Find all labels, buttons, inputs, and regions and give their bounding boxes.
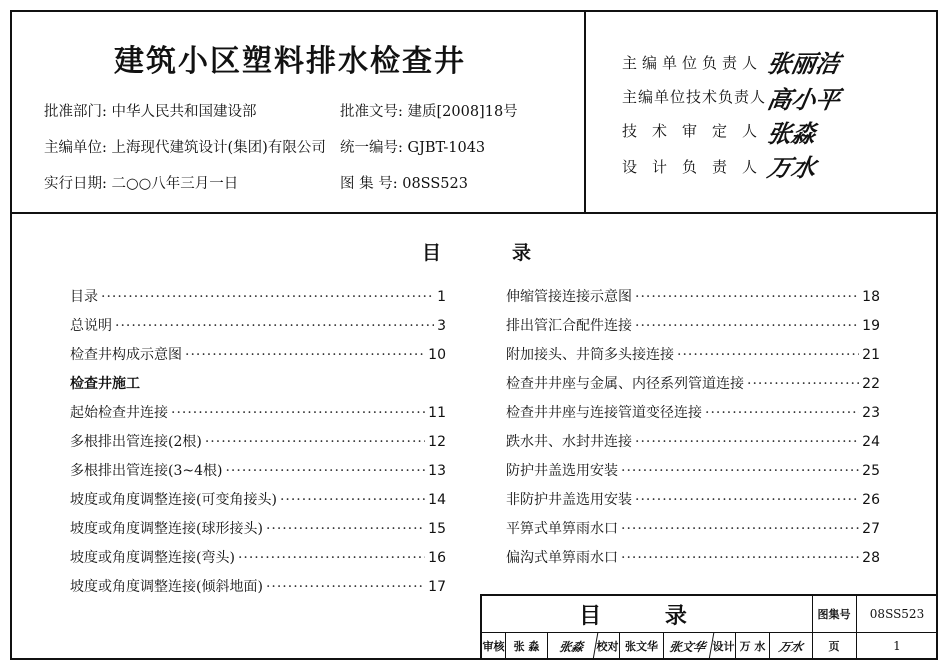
toc-entry[interactable] [506,547,880,567]
toc-entry[interactable] [70,431,446,451]
toc-leader [238,550,425,566]
toc-entry[interactable] [506,402,880,422]
toc-entry-page: 3 [437,318,446,334]
toc-entry-label: 总说明 [70,318,112,334]
toc-entry-label: 坡度或角度调整连接(弯头) [70,550,235,566]
toc-leader [621,463,859,479]
toc-entry-label: 起始检查井连接 [70,405,168,421]
atlas-no [340,172,468,193]
approval-dept [44,100,257,121]
toc-entry[interactable] [70,518,446,538]
toc-entry-label: 平箅式单箅雨水口 [506,521,618,537]
toc-entry-label: 排出管汇合配件连接 [506,318,632,334]
toc-leader [171,405,425,421]
title-block-atlas-no: 08SS523 [869,607,925,621]
effective-date-value: 二○○八年三月一日 [111,176,239,192]
approval-doc [340,100,518,121]
review-name: 张 淼 [506,632,548,660]
toc-entry-page: 27 [862,521,880,537]
toc-entry-label: 防护井盖选用安装 [506,463,618,479]
toc-entry-label: 多根排出管连接(2根) [70,434,202,450]
toc-entry-page: 21 [862,347,880,363]
toc-entry-page: 26 [862,492,880,508]
toc-entry-label: 坡度或角度调整连接(球形接头) [70,521,263,537]
toc-entry-page: 24 [862,434,880,450]
toc-entry-page: 11 [428,405,446,421]
toc-heading-left: 目 [422,242,442,264]
toc-entry[interactable] [506,460,880,480]
design-name: 万 水 [736,632,770,660]
toc-entry-label: 检查井构成示意图 [70,347,182,363]
toc-leader [205,434,425,450]
approval-doc-label: 批准文号: [340,104,403,120]
toc-entry-page: 19 [862,318,880,334]
toc-entry[interactable] [70,402,446,422]
page-label: 页 [828,640,840,653]
toc-entry-label: 偏沟式单箅雨水口 [506,550,618,566]
toc-entry[interactable] [506,344,880,364]
header-vertical-divider [584,10,586,213]
toc-heading-right: 录 [512,242,532,264]
responsible-label-4: 设计负责人 [622,158,773,176]
toc-leader [621,521,859,537]
toc-leader [677,347,859,363]
toc-leader [266,579,425,595]
toc-entry[interactable] [70,460,446,480]
toc-leader [185,347,425,363]
toc-entry-page: 17 [428,579,446,595]
toc-entry-page: 28 [862,550,880,566]
toc-leader [225,463,425,479]
toc-leader [115,318,434,334]
toc-entry-page: 1 [437,289,446,305]
review-label: 审核 [482,632,506,660]
check-label: 校对 [596,632,620,660]
toc-entry-label: 坡度或角度调整连接(可变角接头) [70,492,277,508]
toc-entry[interactable] [70,576,446,596]
toc-entry[interactable] [70,286,446,306]
toc-leader [280,492,425,508]
responsible-label-2: 主编单位技术负责人 [622,88,767,106]
toc-entry[interactable] [506,489,880,509]
responsible-signature-4: 万水 [765,153,819,182]
toc-leader [635,434,859,450]
toc-leader [621,550,859,566]
toc-entry[interactable] [70,344,446,364]
toc-entry-page: 25 [862,463,880,479]
toc-entry-label: 检查井井座与金属、内径系列管道连接 [506,376,744,392]
effective-date-label: 实行日期: [44,176,107,192]
toc-entry-page: 10 [428,347,446,363]
toc-entry-label: 检查井井座与连接管道变径连接 [506,405,702,421]
toc-entry-page: 12 [428,434,446,450]
editor-unit [44,136,326,157]
atlas-title: 建筑小区塑料排水检查井 [114,44,466,79]
responsible-label-1: 主编单位负责人 [622,54,763,72]
review-signature: 张淼 [546,632,599,660]
design-label: 设计 [712,632,736,660]
toc-leader [635,318,859,334]
toc-entry[interactable] [506,286,880,306]
toc-entry[interactable] [70,547,446,567]
toc-entry-page: 23 [862,405,880,421]
unified-no [340,136,485,157]
toc-entry-page: 14 [428,492,446,508]
toc-entry-page: 15 [428,521,446,537]
responsible-signature-3: 张淼 [765,119,819,148]
toc-entry[interactable] [506,373,880,393]
check-signature: 张文华 [662,632,715,660]
toc-entry-page: 18 [862,289,880,305]
responsible-label-3: 技术审定人 [622,122,773,140]
toc-entry-label: 多根排出管连接(3~4根) [70,463,223,479]
design-signature: 万水 [777,639,805,654]
title-block [480,594,938,660]
unified-no-label: 统一编号: [340,140,403,156]
toc-entry-label: 坡度或角度调整连接(倾斜地面) [70,579,263,595]
toc-entry-label: 非防护井盖选用安装 [506,492,632,508]
effective-date [44,172,238,193]
header-divider [10,212,938,214]
title-block-atlas-no-label: 图集号 [817,608,851,621]
toc-section-heading: 检查井施工 [70,376,140,392]
toc-entry[interactable] [70,489,446,509]
atlas-no-value: 08SS523 [402,176,468,192]
toc-entry-label: 目录 [70,289,98,305]
toc-leader [635,289,859,305]
title-block-drawing-title: 目 录 [579,603,715,629]
toc-entry-label: 附加接头、井筒多头接连接 [506,347,674,363]
toc-entry-page: 22 [862,376,880,392]
page-number: 1 [893,639,901,653]
toc-leader [101,289,434,305]
toc-entry-label: 伸缩管接连接示意图 [506,289,632,305]
approval-dept-label: 批准部门: [44,104,107,120]
toc-leader [266,521,425,537]
atlas-no-label: 图 集 号: [340,176,398,192]
toc-entry[interactable] [506,518,880,538]
toc-entry-label: 跌水井、水封井连接 [506,434,632,450]
editor-unit-value: 上海现代建筑设计(集团)有限公司 [111,140,326,156]
toc-leader [747,376,859,392]
toc-leader [705,405,859,421]
toc-entry-page: 13 [428,463,446,479]
toc-entry[interactable] [70,315,446,335]
toc-entry[interactable] [506,315,880,335]
editor-unit-label: 主编单位: [44,140,107,156]
toc-entry[interactable] [506,431,880,451]
toc-entry-page: 16 [428,550,446,566]
toc-leader [635,492,859,508]
approval-doc-value: 建质[2008]18号 [407,104,518,120]
responsible-signature-2: 高小平 [765,85,843,114]
approval-dept-value: 中华人民共和国建设部 [111,104,257,120]
unified-no-value: GJBT-1043 [407,140,486,156]
check-name: 张文华 [620,632,664,660]
responsible-signature-1: 张丽洁 [765,49,843,78]
